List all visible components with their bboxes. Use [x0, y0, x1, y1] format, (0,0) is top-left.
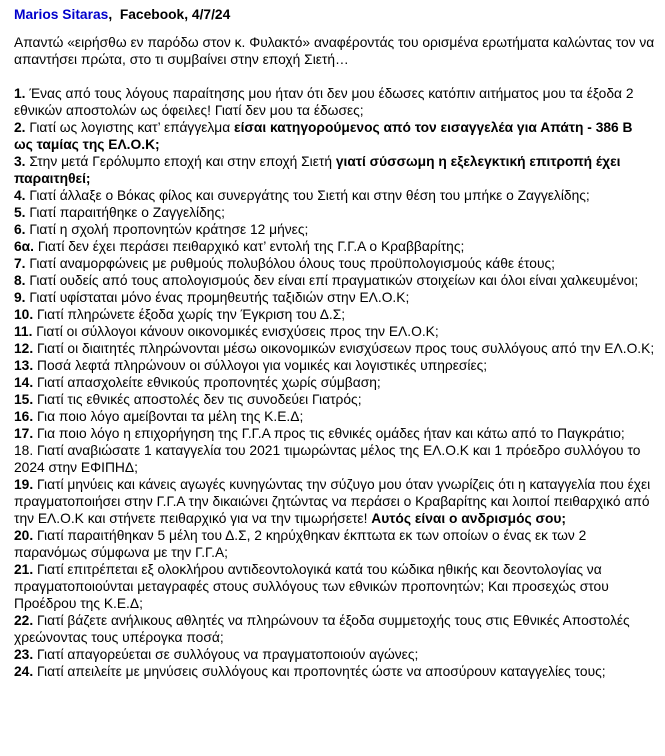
- list-item: [14, 374, 655, 391]
- item-text: Γιατί ως λογιστης κατ’ επάγγελμα: [29, 120, 235, 135]
- list-item: [14, 425, 655, 442]
- item-text: Γιατί άλλαξε ο Βόκας φίλος και συνεργάτης του Σιετή και στην θέση του μπήκε ο Ζαγγελίδης;: [29, 188, 590, 203]
- list-item: [14, 561, 655, 612]
- list-item: [14, 187, 655, 204]
- list-item: [14, 527, 655, 561]
- list-item: [14, 408, 655, 425]
- list-item: [14, 119, 655, 153]
- item-text: Γιατί αναβιώσατε 1 καταγγελία του 2021 τιμωρώντας μέλος της ΕΛ.Ο.Κ και 1 πρόεδρο συλλόγου το 2024 στην ΕΦΙΠΗΔ;: [14, 443, 641, 475]
- item-number: 5.: [14, 205, 30, 220]
- list-item: [14, 204, 655, 221]
- item-number: 15.: [14, 392, 38, 407]
- intro-paragraph: Απαντώ «ειρήσθω εν παρόδω στον κ. Φυλακτό» αναφέροντάς του ορισμένα ερωτήματα καλώντας τον να απαντήσει πρώτα, στο τι συμβαίνει στην εποχή Σιετή…: [14, 35, 655, 67]
- item-number: 14.: [14, 375, 38, 390]
- item-number: 10.: [14, 307, 38, 322]
- item-number: 3.: [14, 154, 30, 169]
- item-number: 20.: [14, 528, 38, 543]
- item-text: Γιατί επιτρέπεται εξ ολοκλήρου αντιδεοντολογικά κατά του κώδικα ηθικής και δεοντολογίας να πραγματοποιούνται μεταγραφές στους συλλόγους των εθνικών προπονητών; Και προσεχώς στου Προέδρου της Κ.Ε.Δ;: [14, 562, 609, 611]
- list-item: [14, 238, 655, 255]
- list-item: [14, 153, 655, 187]
- item-number: 11.: [14, 324, 37, 339]
- question-list: [14, 85, 655, 680]
- list-item: [14, 612, 655, 646]
- item-text: Γιατί βάζετε ανήλικους αθλητές να πληρώνουν τα έξοδα συμμετοχής τους στις Εθνικές Αποστολές χρεώνοντας τους υπέρογκα ποσά;: [14, 613, 630, 645]
- item-number: 24.: [14, 664, 38, 679]
- item-text: Στην μετά Γερόλυμπο εποχή και στην εποχή Σιετή: [29, 154, 336, 169]
- item-number: 2.: [14, 120, 30, 135]
- item-text: Γιατί υφίσταται μόνο ένας προμηθευτής ταξιδιών στην ΕΛ.Ο.Κ;: [29, 290, 410, 305]
- item-text: είσαι κατηγορούμενος από τον εισαγγελέα για Απάτη - 386 Β ως ταμίας της ΕΛ.Ο.Κ;: [14, 120, 633, 152]
- item-text: Ποσά λεφτά πληρώνουν οι σύλλογοι για νομικές και λογιστικές υπηρεσίες;: [37, 358, 488, 373]
- item-number: 17.: [14, 426, 38, 441]
- list-item: [14, 306, 655, 323]
- item-number: 6.: [14, 222, 30, 237]
- post-header: [14, 6, 655, 23]
- author-link[interactable]: Marios Sitaras: [14, 7, 109, 22]
- item-text: Γιατί μηνύεις και κάνεις αγωγές κυνηγώντας την σύζυγο μου όταν γνωρίζεις ότι η καταγγελία που έχει πραγματοποιήσει στην Γ.Γ.Α την δικαιώνει ζητώντας να περάσει ο Κραβαρίτης και λοιποί πειθαρχικό από την ΕΛ.Ο.Κ και στήνετε πειθαρχικό για να την τιμωρήσετε!: [14, 477, 651, 526]
- item-number: 9.: [14, 290, 30, 305]
- list-item: [14, 357, 655, 374]
- post-meta: , Facebook, 4/7/24: [108, 7, 231, 22]
- item-number: 22.: [14, 613, 38, 628]
- item-number: 13.: [14, 358, 38, 373]
- item-text: Γιατί η σχολή προπονητών κράτησε 12 μήνες;: [29, 222, 309, 237]
- item-text: Γιατί τις εθνικές αποστολές δεν τις συνοδεύει Γιατρός;: [37, 392, 362, 407]
- list-item: [14, 663, 655, 680]
- item-number: 7.: [14, 256, 30, 271]
- item-number: 6α.: [14, 239, 38, 254]
- item-text: Γιατί απασχολείτε εθνικούς προπονητές χωρίς σύμβαση;: [37, 375, 381, 390]
- item-text: Γιατί οι σύλλογοι κάνουν οικονομικές ενισχύσεις προς την ΕΛ.Ο.Κ;: [36, 324, 439, 339]
- item-text: Γιατί πληρώνετε έξοδα χωρίς την Έγκριση του Δ.Σ;: [37, 307, 346, 322]
- list-item: [14, 442, 655, 476]
- item-text: Αυτός είναι ο ανδρισμός σου;: [371, 511, 566, 526]
- item-text: γιατί σύσσωμη η εξελεγκτική επιτροπή έχει παραιτηθεί;: [14, 154, 621, 186]
- item-number: 18.: [14, 443, 38, 458]
- item-text: Γιατί οι διαιτητές πληρώνονται μέσω οικονομικών ενισχύσεων προς τους συλλόγους από την ΕΛ.Ο.Κ;: [37, 341, 655, 356]
- item-number: 21.: [14, 562, 38, 577]
- list-item: [14, 340, 655, 357]
- list-item: [14, 476, 655, 527]
- list-item: [14, 323, 655, 340]
- item-number: 12.: [14, 341, 38, 356]
- item-number: 19.: [14, 477, 38, 492]
- item-text: Γιατί ουδείς από τους απολογισμούς δεν είναι επί πραγματικών στοιχείων και όλοι είναι χαλκευμένοι;: [29, 273, 639, 288]
- item-text: Γιατί παραιτήθηκε ο Ζαγγελίδης;: [29, 205, 225, 220]
- item-text: Ένας από τους λόγους παραίτησης μου ήταν ότι δεν μου έδωσες κατόπιν αιτήματος μου τα έξοδα 2 εθνικών αποστολών ως όφειλες! Γιατί δεν μου τα έδωσες;: [14, 86, 634, 118]
- item-text: Γιατί δεν έχει περάσει πειθαρχικό κατ’ εντολή της Γ.Γ.Α ο Κραββαρίτης;: [37, 239, 465, 254]
- item-text: Γιατί παραιτήθηκαν 5 μέλη του Δ.Σ, 2 κηρύχθηκαν έκπτωτα εκ των οποίων ο ένας εκ των 2 παρανόμως σύμφωνα με την Γ.Γ.Α;: [14, 528, 587, 560]
- list-item: [14, 255, 655, 272]
- item-text: Γιατί απαγορεύεται σε συλλόγους να πραγματοποιούν αγώνες;: [37, 647, 419, 662]
- list-item: [14, 391, 655, 408]
- item-text: Για ποιο λόγο αμείβονται τα μέλη της Κ.Ε.Δ;: [37, 409, 304, 424]
- list-item: [14, 85, 655, 119]
- item-text: Για ποιο λόγο η επιχορήγηση της Γ.Γ.Α προς τις εθνικές ομάδες ήταν και κάτω από το Παγκράτιο;: [37, 426, 625, 441]
- item-number: 4.: [14, 188, 30, 203]
- item-number: 16.: [14, 409, 38, 424]
- list-item: [14, 646, 655, 663]
- list-item: [14, 289, 655, 306]
- item-number: 1.: [14, 86, 30, 101]
- item-number: 23.: [14, 647, 38, 662]
- item-text: Γιατί απειλείτε με μηνύσεις συλλόγους και προπονητές ώστε να αποσύρουν καταγγελίες τους;: [37, 664, 606, 679]
- list-item: [14, 272, 655, 289]
- list-item: [14, 221, 655, 238]
- item-number: 8.: [14, 273, 30, 288]
- item-text: Γιατί αναμορφώνεις με ρυθμούς πολυβόλου όλους τους προϋπολογισμούς κάθε έτους;: [29, 256, 555, 271]
